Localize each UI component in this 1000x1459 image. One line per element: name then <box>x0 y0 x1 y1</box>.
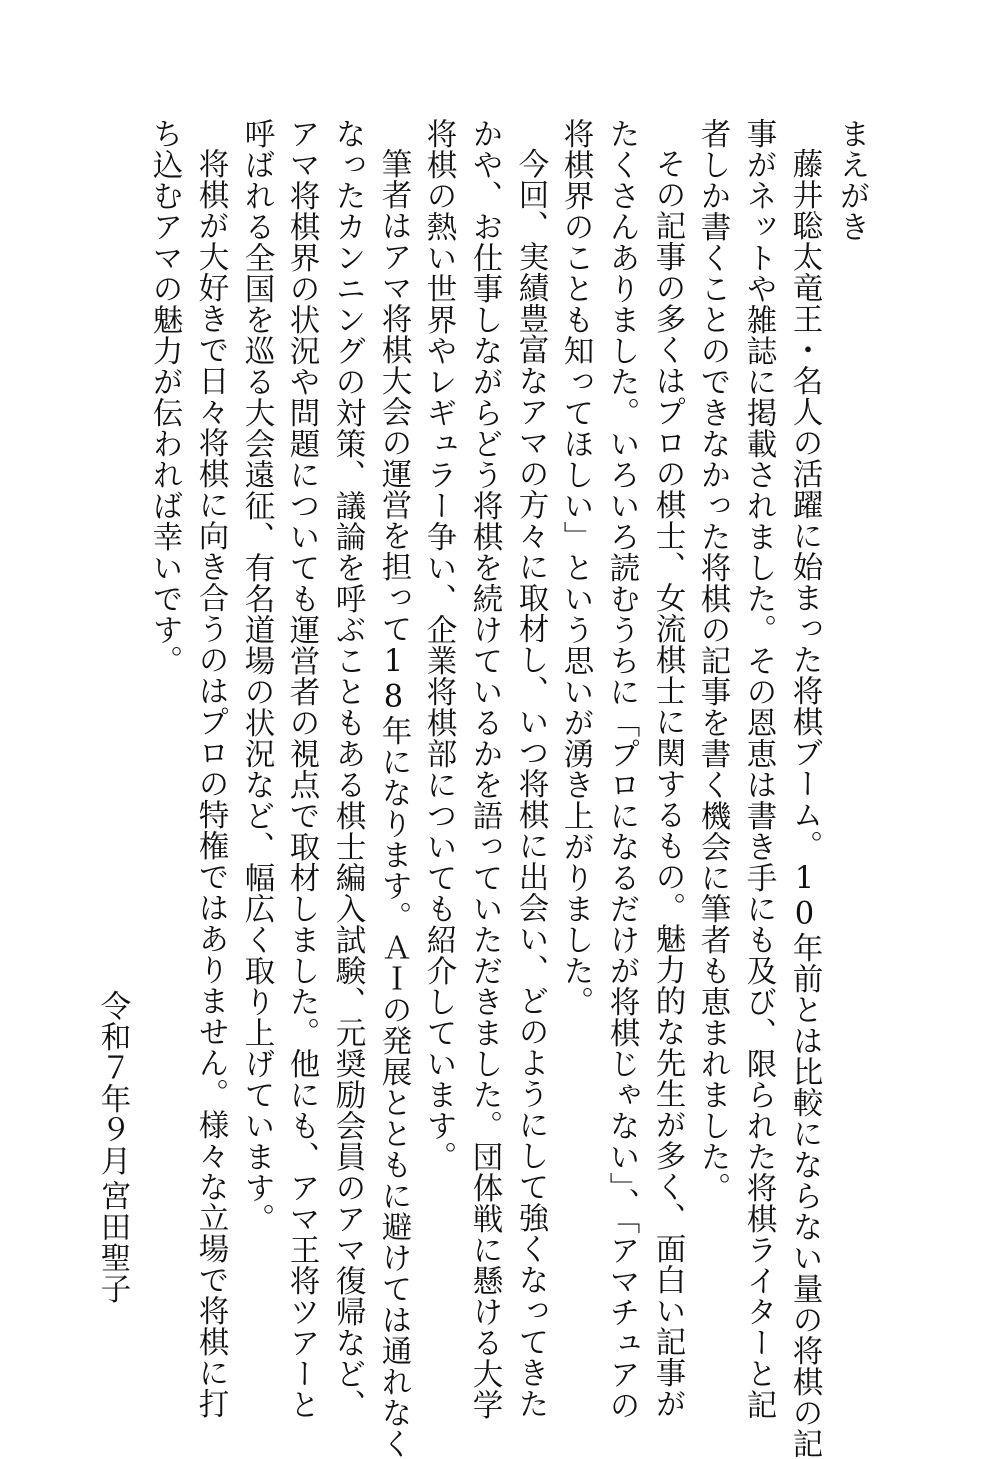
preface-author: 宮田聖子 <box>95 1180 130 1304</box>
text-line: 筆者はアマ将棋大会の運営を担って18年になります。ＡＩの発展とともに避けては通れなく <box>376 148 411 1459</box>
text-line: 藤井聡太竜王・名人の活躍に始まった将棋ブーム。10年前とは比較にならない量の将棋の記 <box>787 148 822 1459</box>
text-line: かや、お仕事しながらどう将棋を続けているかを語っていただきました。団体戦に懸ける大学 <box>467 118 502 1420</box>
text-line: 将棋界のことも知ってほしい」という思いが湧き上がりました。 <box>558 118 593 1017</box>
preface-heading: まえがき <box>834 118 869 242</box>
text-line: 将棋の熱い世界やレギュラー争い、企業将棋部についても紹介しています。 <box>421 118 456 1172</box>
text-line: 呼ばれる全国を巡る大会遠征、有名道場の状況など、幅広く取り上げています。 <box>239 118 274 1234</box>
preface-date: 令和７年９月 <box>95 990 130 1176</box>
text-line: 今回、実績豊富なアマの方々に取材し、いつ将棋に出会い、どのようにして強くなってきた <box>513 148 548 1419</box>
text-line: 者しか書くことのできなかった将棋の記事を書く機会に筆者も恵まれました。 <box>695 118 730 1203</box>
text-line: なったカンニングの対策、議論を呼ぶこともある棋士編入試験、元奨励会員のアマ復帰など、 <box>330 118 365 1420</box>
text-line: 将棋が大好きで日々将棋に向き合うのはプロの特権ではありません。様々な立場で将棋に打 <box>193 148 228 1419</box>
text-line: たくさんありました。いろいろ読むうちに「プロになるだけが将棋じゃない」、「アマチュアの <box>604 118 639 1421</box>
text-line: その記事の多くはプロの棋士、女流棋士に関するもの。魅力的な先生が多く、面白い記事が <box>650 148 685 1419</box>
text-line: アマ将棋界の状況や問題についても運営者の視点で取材しました。他にも、アマ王将ツアーと <box>284 118 319 1420</box>
text-line: 事がネットや雑誌に掲載されました。その恩恵は書き手にも及び、限られた将棋ライターと記 <box>741 118 776 1420</box>
text-line: ち込むアマの魅力が伝われば幸いです。 <box>147 118 182 676</box>
